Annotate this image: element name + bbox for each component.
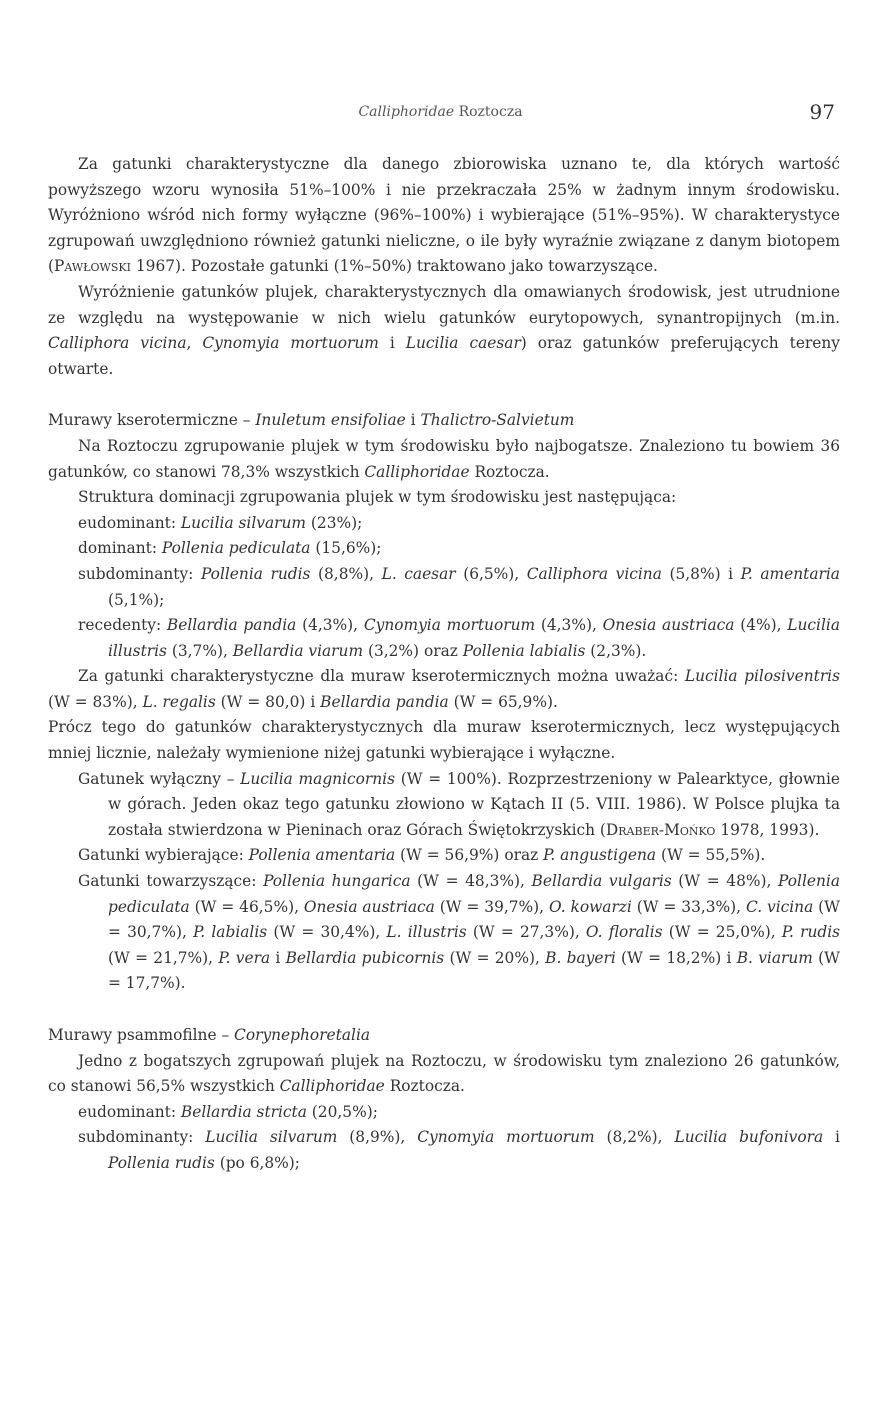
- dominance-item: subdominanty: Pollenia rudis (8,8%), L. caesar (6,5%), Calliphora vicina (5,8%) i P. amentaria (5,1%);: [78, 564, 840, 609]
- page-number: 97: [809, 100, 835, 124]
- species-group: Gatunek wyłączny – Lucilia magnicornis (W = 100%). Rozprzestrzeniony w Palearktyce, głownie w górach. Jeden okaz tego gatunku złowiono w Kątach II (5. VIII. 1986). W Polsce plujka ta została stwierdzona w Pieninach oraz Górach Świętokrzyskich (Draber-Mońko 1978, 1993).: [78, 769, 840, 839]
- dominance-item: subdominanty: Lucilia silvarum (8,9%), Cynomyia mortuorum (8,2%), Lucilia bufonivora i Pollenia rudis (po 6,8%);: [78, 1128, 840, 1172]
- section-heading: Murawy kserotermiczne – Inuletum ensifoliae i Thalictro-Salvietum: [48, 411, 575, 430]
- section-heading: Murawy psammofilne – Corynephoretalia: [48, 1026, 371, 1044]
- paragraph: Na Roztoczu zgrupowanie plujek w tym środowisku było najbogatsze. Znaleziono tu bowiem 36 gatunków, co stanowi 78,3% wszystkich Calliphoridae Roztocza.: [48, 436, 840, 481]
- paragraph: Za gatunki charakterystyczne dla danego zbiorowiska uznano te, dla których wartość powyższego wzoru wynosiła 51%–100% i nie przekraczała 25% w żadnym innym środowisku. Wyróżniono wśród nich formy wyłączne (96%–100%) i wybierające (51%–95%). W charakterystyce zgrupowań uwzględniono również gatunki nieliczne, o ile były wyraźnie związane z danym biotopem (Pawłowski 1967). Pozostałe gatunki (1%–50%) traktowano jako towarzyszące.: [48, 155, 840, 276]
- species-group: Gatunki wybierające: Pollenia amentaria (W = 56,9%) oraz P. angustigena (W = 55,5%).: [78, 846, 766, 865]
- dominance-item: recedenty: Bellardia pandia (4,3%), Cynomyia mortuorum (4,3%), Onesia austriaca (4%), Lucilia illustris (3,7%), Bellardia viarum (3,2%) oraz Pollenia labialis (2,3%).: [78, 616, 840, 660]
- dominance-item: dominant: Pollenia pediculata (15,6%);: [78, 539, 382, 558]
- paragraph: Za gatunki charakterystyczne dla muraw kserotermicznych można uważać: Lucilia pilosiventris (W = 83%), L. regalis (W = 80,0) i Bellardia pandia (W = 65,9%).: [48, 667, 841, 711]
- species-group: Gatunki towarzyszące: Pollenia hungarica (W = 48,3%), Bellardia vulgaris (W = 48%), Pollenia pediculata (W = 46,5%), Onesia austriaca (W = 39,7%), O. kowarzi (W = 33,3%), C. vicina (W = 30,7%), P. labialis (W = 30,4%), L. illustris (W = 27,3%), O. floralis (W = 25,0%), P. rudis (W = 21,7%), P. vera i Bellardia pubicornis (W = 20%), B. bayeri (W = 18,2%) i B. viarum (W = 17,7%).: [78, 872, 841, 993]
- page-header: [0, 100, 881, 130]
- body-text: [48, 152, 840, 1177]
- paragraph: Wyróżnienie gatunków plujek, charakterystycznych dla omawianych środowisk, jest utrudnione ze względu na występowanie w nich wielu gatunków eurytopowych, synantropijnych (m.in. Calliphora vicina, Cynomyia mortuorum i Lucilia caesar) oraz gatunków preferujących tereny otwarte.: [48, 282, 841, 378]
- dominance-item: eudominant: Lucilia silvarum (23%);: [78, 513, 363, 532]
- dominance-item: eudominant: Bellardia stricta (20,5%);: [78, 1102, 378, 1121]
- paragraph: Jedno z bogatszych zgrupowań plujek na Roztoczu, w środowisku tym znaleziono 26 gatunków, co stanowi 56,5% wszystkich Calliphoridae Roztocza.: [48, 1051, 840, 1096]
- paragraph: Prócz tego do gatunków charakterystycznych dla muraw kserotermicznych, lecz występujących mniej licznie, należały wymienione niżej gatunki wybierające i wyłączne.: [48, 718, 840, 763]
- running-title: Calliphoridae Roztocza: [358, 104, 523, 120]
- paragraph: Struktura dominacji zgrupowania plujek w tym środowisku jest następująca:: [78, 488, 677, 507]
